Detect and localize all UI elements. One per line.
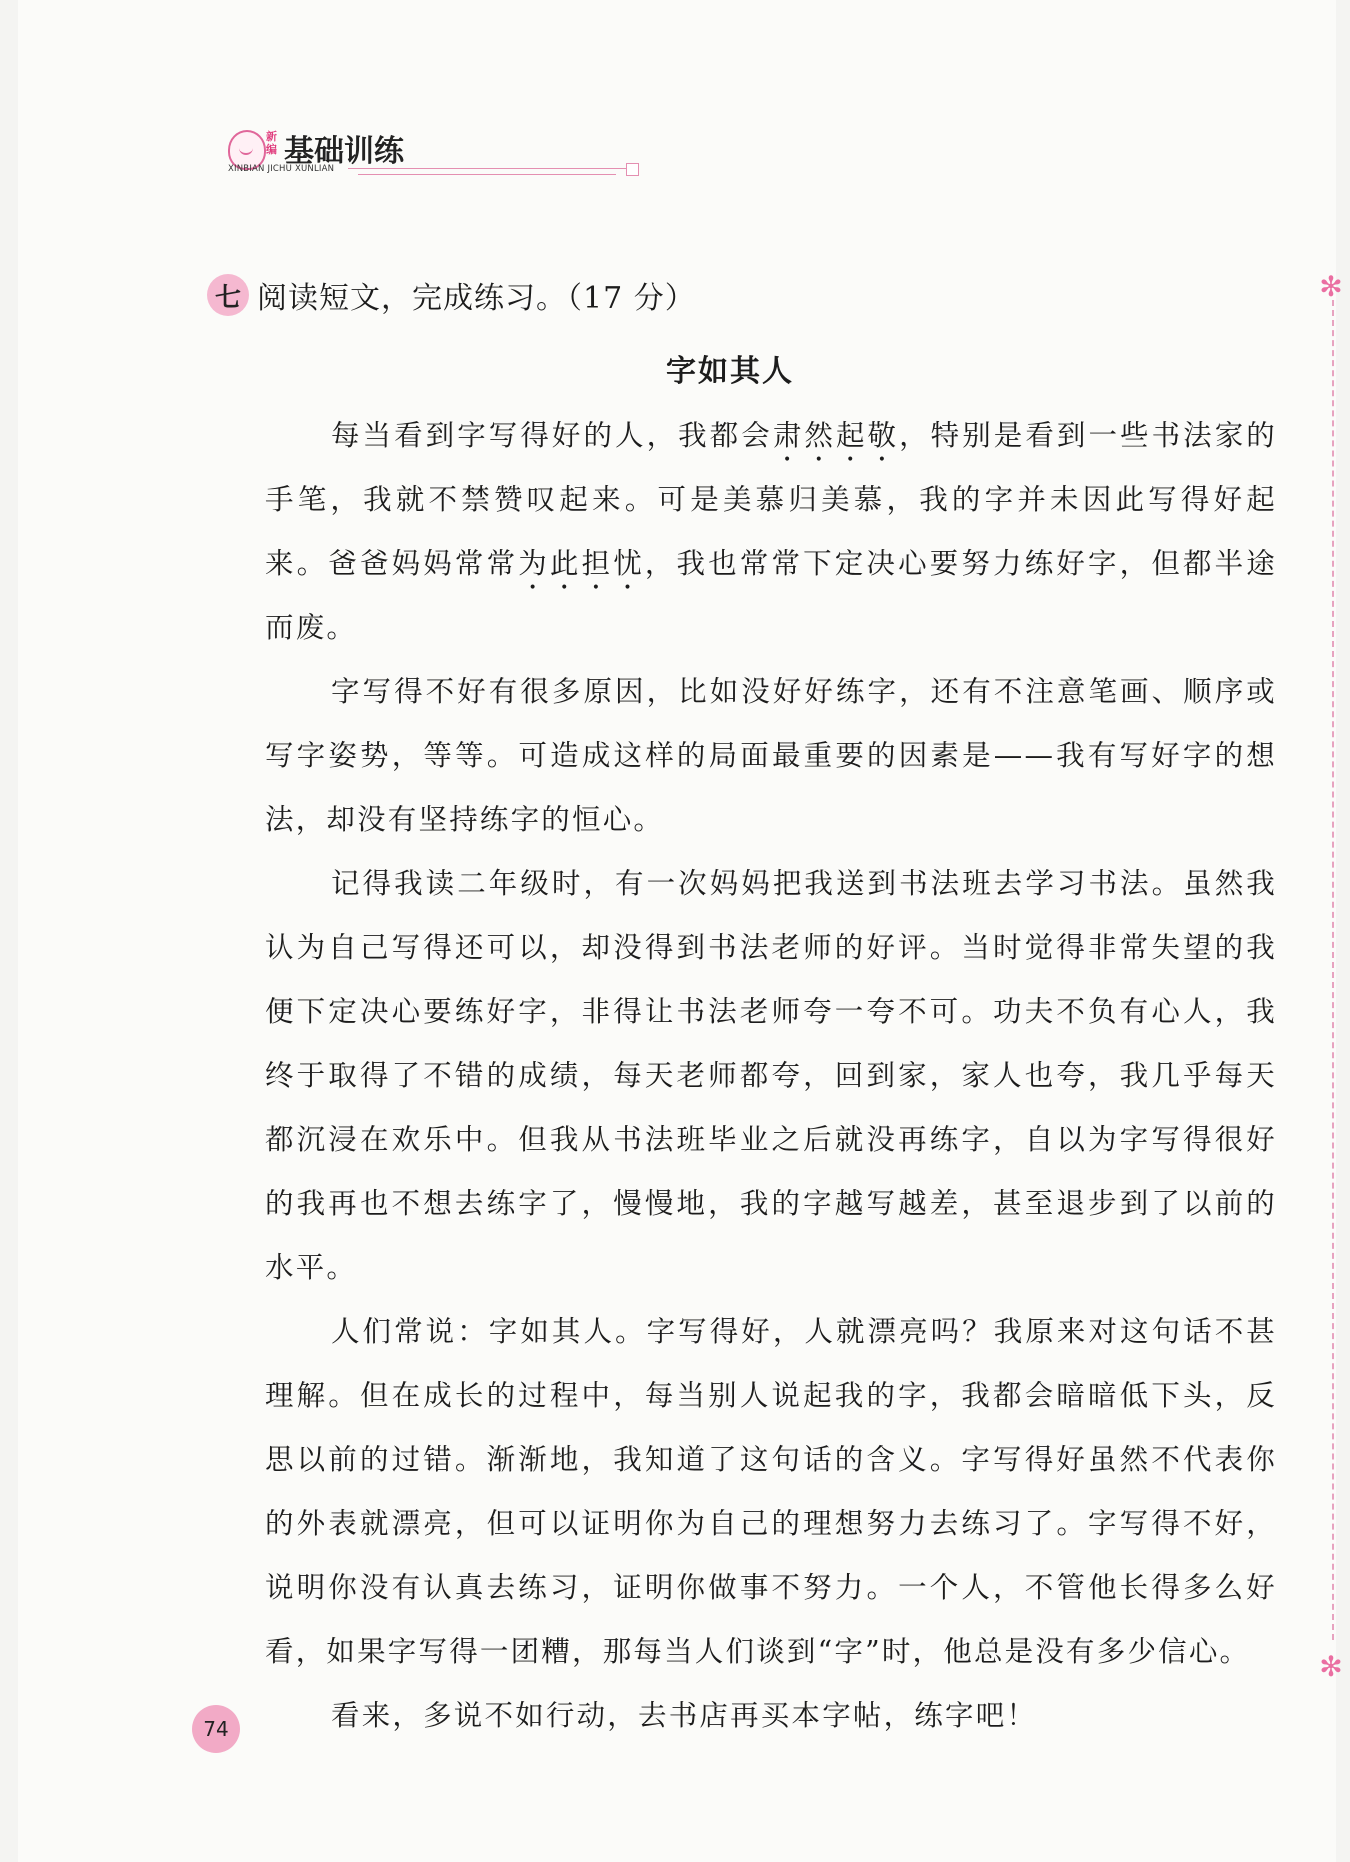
paragraph-text: 每当看到字写得好的人，我都会 (331, 419, 773, 452)
paragraph-1 (265, 404, 1277, 660)
section-number: 七 (207, 274, 249, 316)
page-number: 74 (192, 1705, 240, 1753)
flower-icon: ✻ (1319, 1650, 1343, 1683)
article-title: 字如其人 (666, 354, 794, 389)
paragraph-2: 字写得不好有很多原因，比如没好好练字，还有不注意笔画、顺序或写字姿势，等等。可造成这样的局面最重要的因素是——我有写好字的想法，却没有坚持练字的恒心。 (265, 675, 1277, 836)
logo-title: 基础训练 (284, 134, 404, 169)
section-heading (207, 272, 696, 318)
section-instruction: 阅读短文，完成练习。（17 分） (257, 281, 696, 316)
paragraph-5: 看来，多说不如行动，去书店再买本字帖，练字吧！ (331, 1699, 1038, 1732)
margin-dashed-line (1332, 300, 1334, 1640)
flower-icon: ✻ (1319, 270, 1343, 303)
paragraph-3: 记得我读二年级时，有一次妈妈把我送到书法班去学习书法。虽然我认为自己写得还可以，却没得到书法老师的好评。当时觉得非常失望的我便下定决心要练好字，非得让书法老师夸一夸不可。功夫不负有心人，我终于取得了不错的成绩，每天老师都夸，回到家，家人也夸，我几乎每天都沉浸在欢乐中。但我从书法班毕业之后就没再练字，自以为字写得很好的我再也不想去练字了，慢慢地，我的字越写越差，甚至退步到了以前的水平。 (265, 867, 1277, 1284)
paragraph-text: ，特别是看到一些书法家的手笔，我就不禁赞叹起来。可是美慕归美慕，我的字并未因此写得好起来。爸爸妈妈常常 (265, 419, 1277, 580)
article-body (265, 404, 1277, 1748)
emphasized-phrase: 肃然起敬 (772, 419, 900, 452)
logo-pinyin: XINBIAN JICHU XUNLIAN (228, 164, 335, 174)
paragraph-text: ，我也常常下定决心要努力练好字，但都半途而废。 (265, 547, 1277, 644)
series-logo (228, 126, 428, 182)
logo-underline (348, 168, 626, 169)
logo-underline-2 (358, 174, 616, 175)
logo-square-icon (626, 163, 639, 176)
emphasized-phrase: 为此担忧 (518, 547, 645, 580)
paragraph-4: 人们常说：字如其人。字写得好，人就漂亮吗？我原来对这句话不甚理解。但在成长的过程中，每当别人说起我的字，我都会暗暗低下头，反思以前的过错。渐渐地，我知道了这句话的含义。字写得好虽然不代表你的外表就漂亮，但可以证明你为自己的理想努力去练习了。字写得不好，说明你没有认真去练习，证明你做事不努力。一个人，不管他长得多么好看，如果字写得一团糟，那每当人们谈到“字”时，他总是没有多少信心。 (265, 1315, 1277, 1668)
logo-small-text: 新编 (266, 130, 277, 156)
